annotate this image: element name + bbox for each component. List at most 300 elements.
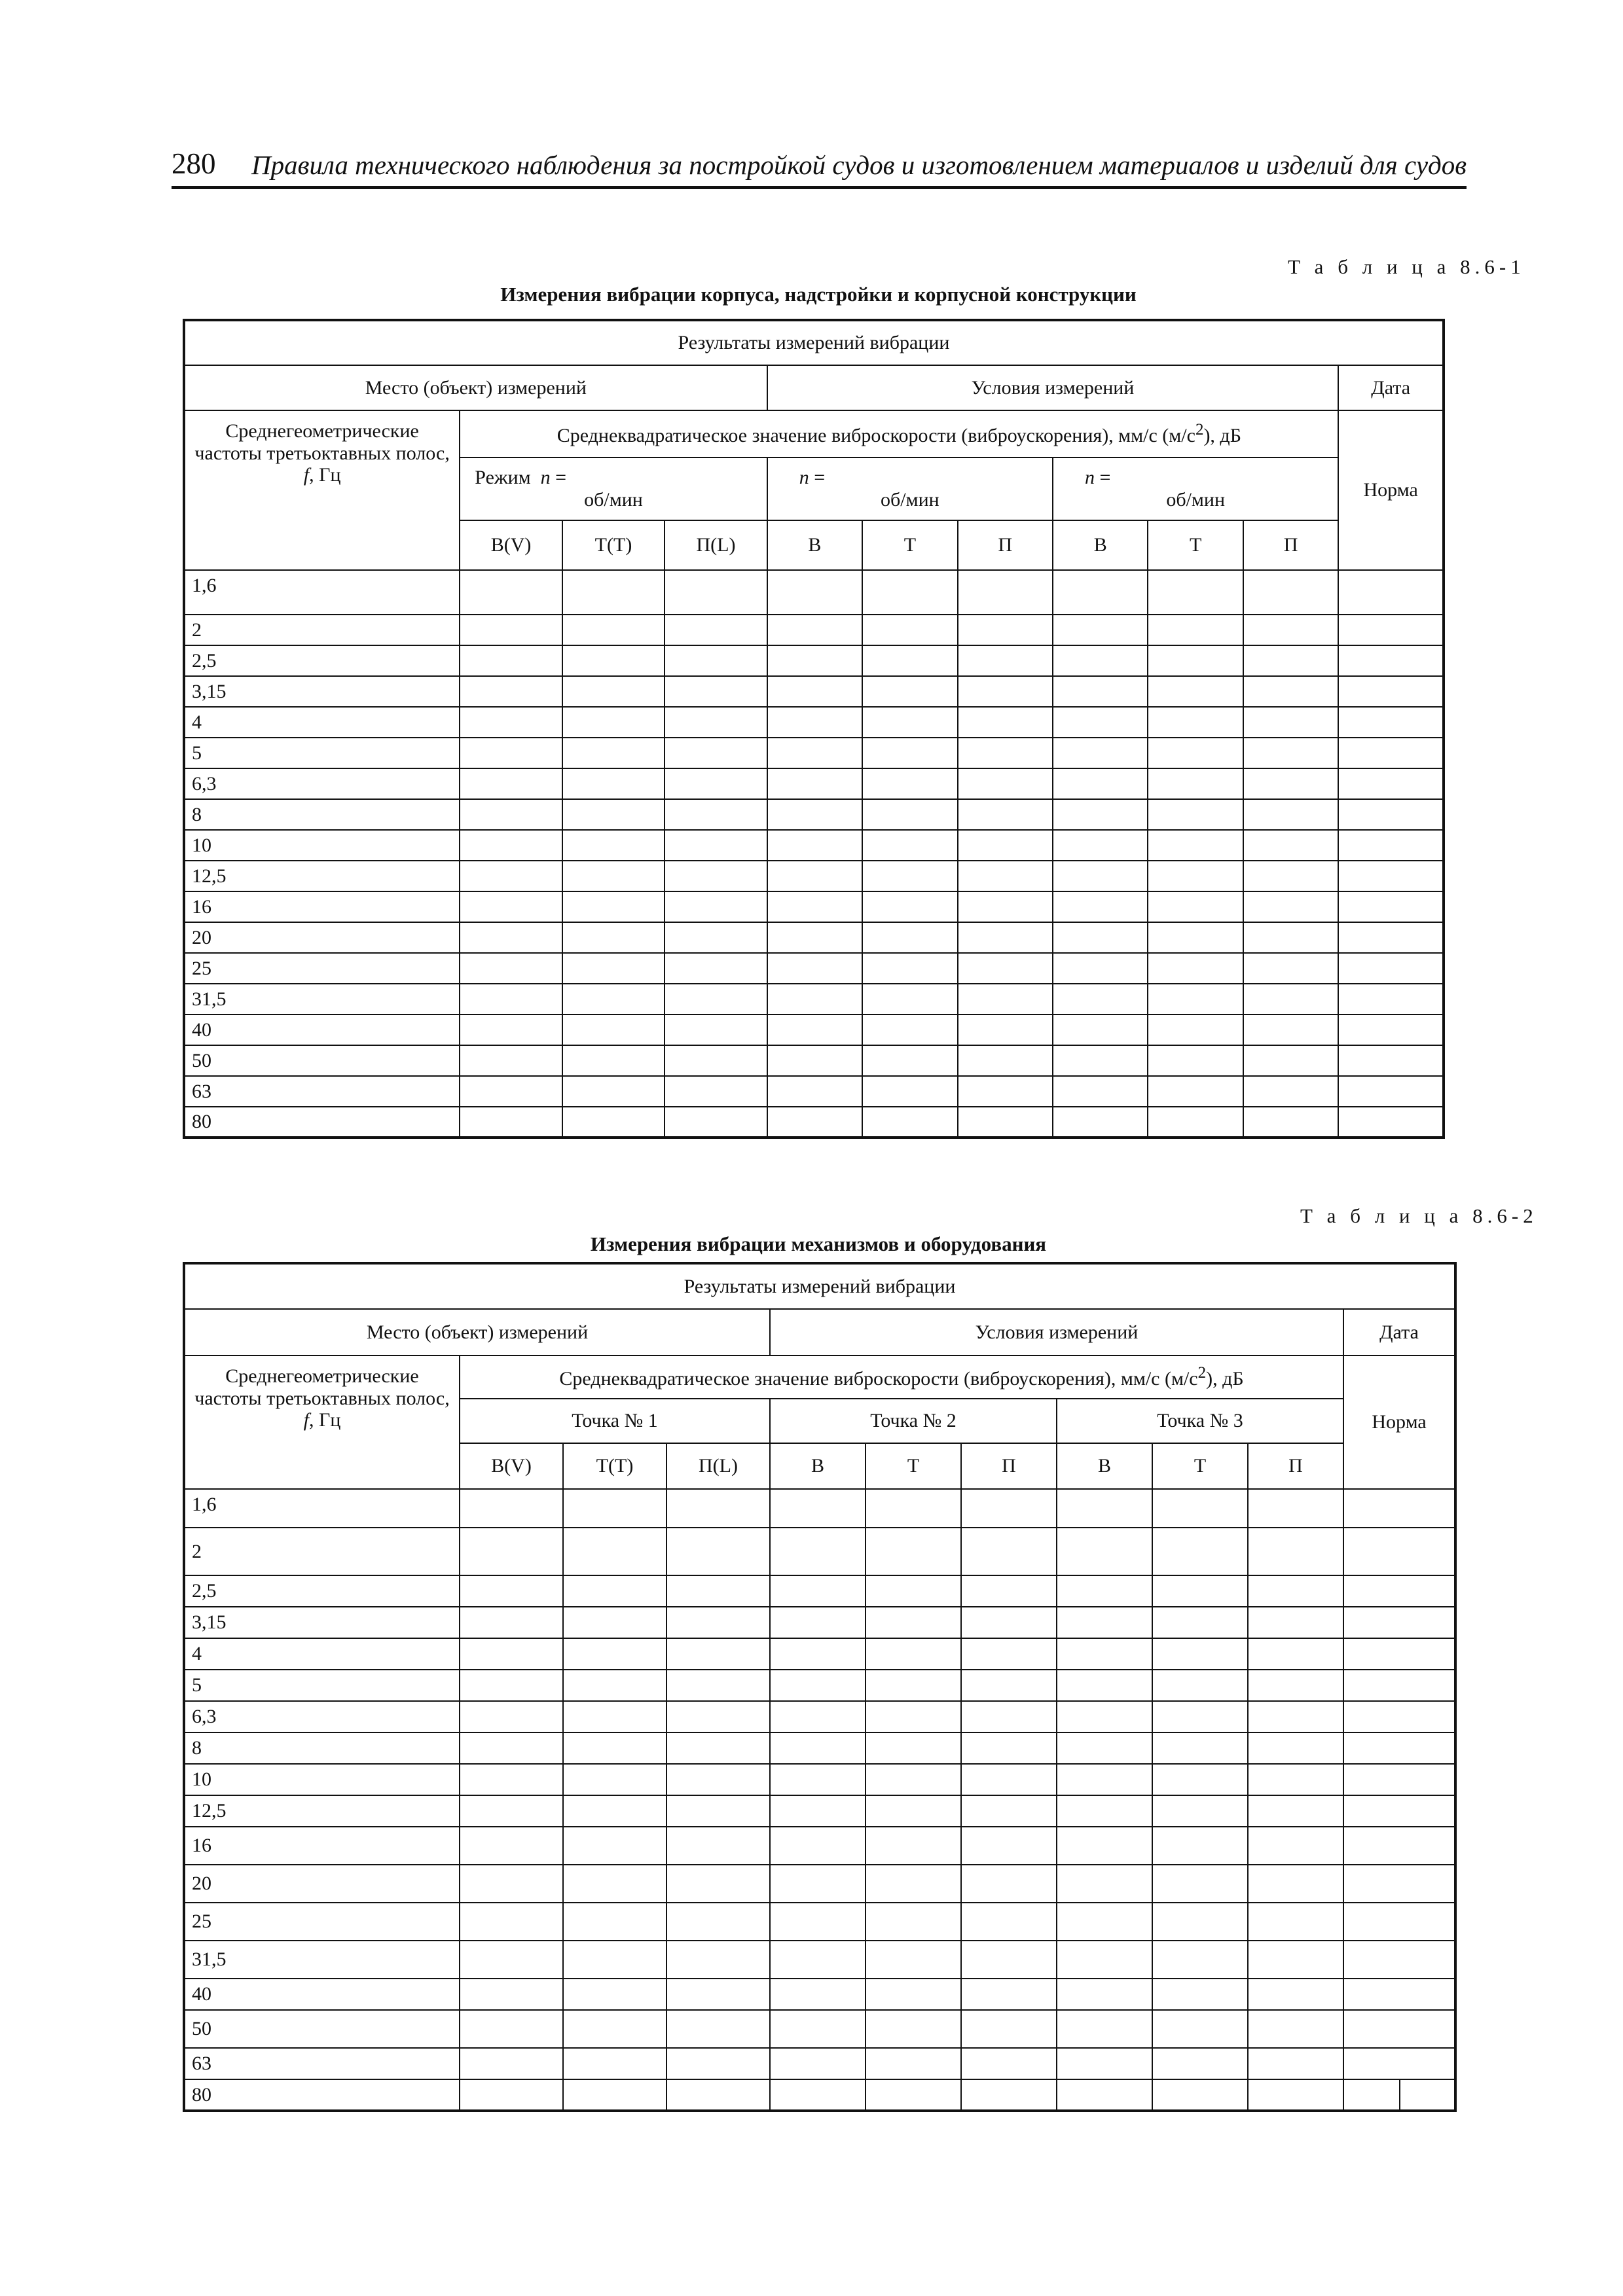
value-cell[interactable]	[866, 1528, 961, 1575]
value-cell[interactable]	[1243, 984, 1338, 1014]
value-cell[interactable]	[460, 1107, 562, 1138]
value-cell[interactable]	[1057, 2048, 1152, 2079]
value-cell[interactable]	[666, 2010, 770, 2048]
value-cell[interactable]	[1057, 1764, 1152, 1795]
value-cell[interactable]	[961, 1575, 1057, 1607]
value-cell[interactable]	[1057, 1941, 1152, 1979]
value-cell[interactable]	[1243, 830, 1338, 861]
value-cell[interactable]	[666, 1903, 770, 1941]
value-cell[interactable]	[770, 1979, 866, 2010]
value-cell[interactable]	[460, 891, 562, 922]
value-cell[interactable]	[460, 1670, 563, 1701]
value-cell[interactable]	[562, 861, 665, 891]
value-cell[interactable]	[666, 1701, 770, 1732]
value-cell[interactable]	[1248, 1528, 1343, 1575]
value-cell[interactable]	[665, 891, 767, 922]
value-cell[interactable]	[562, 1014, 665, 1045]
value-cell[interactable]	[1152, 1979, 1248, 2010]
value-cell[interactable]	[958, 1076, 1053, 1107]
value-cell[interactable]	[1248, 1764, 1343, 1795]
value-cell[interactable]	[666, 1732, 770, 1764]
value-cell[interactable]	[961, 2048, 1057, 2079]
value-cell[interactable]	[1057, 1701, 1152, 1732]
value-cell[interactable]	[1152, 1528, 1248, 1575]
value-cell[interactable]	[1243, 1107, 1338, 1138]
value-cell[interactable]	[563, 1865, 666, 1903]
value-cell[interactable]	[460, 707, 562, 738]
value-cell[interactable]	[1057, 1903, 1152, 1941]
value-cell[interactable]	[961, 1795, 1057, 1827]
value-cell[interactable]	[460, 861, 562, 891]
value-cell[interactable]	[666, 1638, 770, 1670]
value-cell[interactable]	[770, 2048, 866, 2079]
value-cell[interactable]	[562, 1107, 665, 1138]
value-cell[interactable]	[862, 953, 957, 984]
value-cell[interactable]	[862, 768, 957, 799]
value-cell[interactable]	[1243, 922, 1338, 953]
value-cell[interactable]	[1248, 1979, 1343, 2010]
value-cell[interactable]	[1053, 676, 1148, 707]
value-cell[interactable]	[1057, 1732, 1152, 1764]
value-cell[interactable]	[1053, 768, 1148, 799]
value-cell[interactable]	[1152, 1795, 1248, 1827]
value-cell[interactable]	[460, 738, 562, 768]
value-cell[interactable]	[1152, 1638, 1248, 1670]
value-cell[interactable]	[665, 1107, 767, 1138]
value-cell[interactable]	[562, 953, 665, 984]
value-cell[interactable]	[866, 1903, 961, 1941]
value-cell[interactable]	[1243, 676, 1338, 707]
value-cell[interactable]	[770, 1701, 866, 1732]
value-cell[interactable]	[666, 1979, 770, 2010]
value-cell[interactable]	[460, 1076, 562, 1107]
value-cell[interactable]	[866, 1764, 961, 1795]
norm-cell[interactable]	[1338, 1014, 1444, 1045]
value-cell[interactable]	[767, 707, 862, 738]
norm-cell[interactable]	[1338, 645, 1444, 676]
value-cell[interactable]	[866, 1575, 961, 1607]
value-cell[interactable]	[563, 1903, 666, 1941]
value-cell[interactable]	[563, 1528, 666, 1575]
value-cell[interactable]	[1243, 953, 1338, 984]
value-cell[interactable]	[1053, 1076, 1148, 1107]
value-cell[interactable]	[767, 861, 862, 891]
value-cell[interactable]	[562, 615, 665, 645]
value-cell[interactable]	[460, 1701, 563, 1732]
value-cell[interactable]	[666, 1865, 770, 1903]
value-cell[interactable]	[460, 984, 562, 1014]
value-cell[interactable]	[1057, 1865, 1152, 1903]
value-cell[interactable]	[1248, 1941, 1343, 1979]
value-cell[interactable]	[866, 1607, 961, 1638]
norm-cell[interactable]	[1343, 1732, 1455, 1764]
value-cell[interactable]	[958, 570, 1053, 615]
value-cell[interactable]	[665, 1076, 767, 1107]
value-cell[interactable]	[1248, 2010, 1343, 2048]
value-cell[interactable]	[961, 1528, 1057, 1575]
value-cell[interactable]	[1248, 2079, 1343, 2111]
value-cell[interactable]	[1148, 738, 1243, 768]
value-cell[interactable]	[862, 799, 957, 830]
value-cell[interactable]	[770, 1827, 866, 1865]
value-cell[interactable]	[460, 2048, 563, 2079]
value-cell[interactable]	[1053, 984, 1148, 1014]
value-cell[interactable]	[1053, 570, 1148, 615]
norm-cell[interactable]	[1343, 1670, 1455, 1701]
value-cell[interactable]	[1053, 830, 1148, 861]
value-cell[interactable]	[961, 1732, 1057, 1764]
value-cell[interactable]	[1148, 570, 1243, 615]
value-cell[interactable]	[460, 1979, 563, 2010]
value-cell[interactable]	[562, 830, 665, 861]
value-cell[interactable]	[961, 1670, 1057, 1701]
value-cell[interactable]	[1053, 1107, 1148, 1138]
value-cell[interactable]	[767, 1014, 862, 1045]
value-cell[interactable]	[1148, 922, 1243, 953]
value-cell[interactable]	[562, 1076, 665, 1107]
norm-cell[interactable]	[1338, 1076, 1444, 1107]
norm-cell[interactable]	[1338, 615, 1444, 645]
value-cell[interactable]	[666, 1489, 770, 1528]
value-cell[interactable]	[866, 1670, 961, 1701]
value-cell[interactable]	[1148, 984, 1243, 1014]
value-cell[interactable]	[460, 1764, 563, 1795]
value-cell[interactable]	[961, 1764, 1057, 1795]
value-cell[interactable]	[665, 768, 767, 799]
value-cell[interactable]	[958, 799, 1053, 830]
value-cell[interactable]	[1152, 1701, 1248, 1732]
value-cell[interactable]	[562, 922, 665, 953]
value-cell[interactable]	[958, 861, 1053, 891]
value-cell[interactable]	[1152, 1865, 1248, 1903]
value-cell[interactable]	[1057, 2010, 1152, 2048]
value-cell[interactable]	[1243, 707, 1338, 738]
value-cell[interactable]	[1148, 1076, 1243, 1107]
value-cell[interactable]	[563, 2079, 666, 2111]
value-cell[interactable]	[1148, 891, 1243, 922]
value-cell[interactable]	[961, 1489, 1057, 1528]
norm-cell[interactable]	[1343, 1575, 1455, 1607]
value-cell[interactable]	[770, 2010, 866, 2048]
value-cell[interactable]	[460, 1575, 563, 1607]
value-cell[interactable]	[562, 645, 665, 676]
value-cell[interactable]	[460, 830, 562, 861]
value-cell[interactable]	[666, 1607, 770, 1638]
norm-cell[interactable]	[1338, 676, 1444, 707]
value-cell[interactable]	[665, 922, 767, 953]
value-cell[interactable]	[1148, 615, 1243, 645]
value-cell[interactable]	[866, 1489, 961, 1528]
value-cell[interactable]	[1152, 1827, 1248, 1865]
value-cell[interactable]	[767, 1045, 862, 1076]
value-cell[interactable]	[1152, 2010, 1248, 2048]
value-cell[interactable]	[1057, 1979, 1152, 2010]
value-cell[interactable]	[767, 645, 862, 676]
value-cell[interactable]	[563, 1607, 666, 1638]
value-cell[interactable]	[460, 1638, 563, 1670]
value-cell[interactable]	[866, 1865, 961, 1903]
value-cell[interactable]	[958, 645, 1053, 676]
value-cell[interactable]	[866, 1941, 961, 1979]
value-cell[interactable]	[563, 1732, 666, 1764]
value-cell[interactable]	[862, 707, 957, 738]
norm-cell[interactable]	[1343, 1795, 1455, 1827]
value-cell[interactable]	[770, 1638, 866, 1670]
value-cell[interactable]	[563, 1795, 666, 1827]
value-cell[interactable]	[1148, 799, 1243, 830]
value-cell[interactable]	[1248, 1732, 1343, 1764]
norm-cell[interactable]	[1343, 1903, 1455, 1941]
value-cell[interactable]	[460, 2010, 563, 2048]
value-cell[interactable]	[1152, 2079, 1248, 2111]
value-cell[interactable]	[862, 1076, 957, 1107]
value-cell[interactable]	[1057, 1638, 1152, 1670]
value-cell[interactable]	[770, 1670, 866, 1701]
value-cell[interactable]	[770, 1732, 866, 1764]
value-cell[interactable]	[958, 984, 1053, 1014]
value-cell[interactable]	[767, 1076, 862, 1107]
value-cell[interactable]	[1248, 1575, 1343, 1607]
norm-cell[interactable]	[1343, 1638, 1455, 1670]
value-cell[interactable]	[1148, 1045, 1243, 1076]
value-cell[interactable]	[1057, 1827, 1152, 1865]
norm-cell[interactable]	[1338, 830, 1444, 861]
value-cell[interactable]	[563, 2048, 666, 2079]
value-cell[interactable]	[767, 615, 862, 645]
norm-cell[interactable]	[1343, 1865, 1455, 1903]
value-cell[interactable]	[1248, 1489, 1343, 1528]
value-cell[interactable]	[1243, 768, 1338, 799]
value-cell[interactable]	[665, 953, 767, 984]
value-cell[interactable]	[562, 738, 665, 768]
value-cell[interactable]	[665, 615, 767, 645]
value-cell[interactable]	[563, 2010, 666, 2048]
norm-cell[interactable]	[1343, 2010, 1455, 2048]
value-cell[interactable]	[862, 830, 957, 861]
value-cell[interactable]	[460, 1014, 562, 1045]
value-cell[interactable]	[866, 2010, 961, 2048]
value-cell[interactable]	[961, 1827, 1057, 1865]
value-cell[interactable]	[666, 1941, 770, 1979]
norm-cell[interactable]	[1338, 891, 1444, 922]
value-cell[interactable]	[958, 768, 1053, 799]
value-cell[interactable]	[767, 768, 862, 799]
value-cell[interactable]	[961, 1865, 1057, 1903]
value-cell[interactable]	[460, 799, 562, 830]
value-cell[interactable]	[770, 1528, 866, 1575]
value-cell[interactable]	[862, 570, 957, 615]
value-cell[interactable]	[862, 676, 957, 707]
value-cell[interactable]	[767, 830, 862, 861]
value-cell[interactable]	[767, 799, 862, 830]
value-cell[interactable]	[562, 768, 665, 799]
value-cell[interactable]	[563, 1670, 666, 1701]
value-cell[interactable]	[665, 676, 767, 707]
value-cell[interactable]	[1053, 1014, 1148, 1045]
value-cell[interactable]	[862, 1045, 957, 1076]
value-cell[interactable]	[958, 676, 1053, 707]
value-cell[interactable]	[666, 1575, 770, 1607]
value-cell[interactable]	[1148, 861, 1243, 891]
value-cell[interactable]	[1248, 1903, 1343, 1941]
value-cell[interactable]	[862, 738, 957, 768]
value-cell[interactable]	[1248, 1701, 1343, 1732]
value-cell[interactable]	[1152, 1903, 1248, 1941]
value-cell[interactable]	[1243, 891, 1338, 922]
value-cell[interactable]	[958, 615, 1053, 645]
value-cell[interactable]	[958, 738, 1053, 768]
value-cell[interactable]	[770, 1903, 866, 1941]
norm-cell[interactable]	[1343, 1979, 1455, 2010]
value-cell[interactable]	[1248, 2048, 1343, 2079]
value-cell[interactable]	[562, 676, 665, 707]
value-cell[interactable]	[1148, 768, 1243, 799]
value-cell[interactable]	[1053, 799, 1148, 830]
norm-cell[interactable]	[1338, 768, 1444, 799]
value-cell[interactable]	[563, 1701, 666, 1732]
value-cell[interactable]	[1057, 2079, 1152, 2111]
value-cell[interactable]	[1248, 1638, 1343, 1670]
norm-cell[interactable]	[1338, 953, 1444, 984]
value-cell[interactable]	[1053, 922, 1148, 953]
value-cell[interactable]	[460, 1607, 563, 1638]
value-cell[interactable]	[1053, 615, 1148, 645]
value-cell[interactable]	[958, 707, 1053, 738]
value-cell[interactable]	[460, 953, 562, 984]
value-cell[interactable]	[665, 1045, 767, 1076]
value-cell[interactable]	[460, 1795, 563, 1827]
value-cell[interactable]	[958, 1107, 1053, 1138]
value-cell[interactable]	[460, 1732, 563, 1764]
value-cell[interactable]	[770, 1575, 866, 1607]
value-cell[interactable]	[562, 570, 665, 615]
value-cell[interactable]	[961, 1941, 1057, 1979]
value-cell[interactable]	[862, 615, 957, 645]
norm-cell[interactable]	[1343, 1528, 1455, 1575]
value-cell[interactable]	[767, 1107, 862, 1138]
value-cell[interactable]	[767, 922, 862, 953]
value-cell[interactable]	[961, 1638, 1057, 1670]
value-cell[interactable]	[665, 984, 767, 1014]
value-cell[interactable]	[767, 984, 862, 1014]
norm-cell[interactable]	[1338, 707, 1444, 738]
value-cell[interactable]	[460, 1827, 563, 1865]
value-cell[interactable]	[866, 2048, 961, 2079]
norm-cell[interactable]	[1338, 984, 1444, 1014]
value-cell[interactable]	[563, 1638, 666, 1670]
value-cell[interactable]	[1243, 861, 1338, 891]
value-cell[interactable]	[866, 1701, 961, 1732]
value-cell[interactable]	[1152, 1764, 1248, 1795]
value-cell[interactable]	[1148, 1107, 1243, 1138]
value-cell[interactable]	[460, 645, 562, 676]
value-cell[interactable]	[866, 1795, 961, 1827]
value-cell[interactable]	[1248, 1670, 1343, 1701]
value-cell[interactable]	[770, 2079, 866, 2111]
value-cell[interactable]	[866, 1979, 961, 2010]
value-cell[interactable]	[862, 1107, 957, 1138]
value-cell[interactable]	[1243, 615, 1338, 645]
value-cell[interactable]	[1053, 953, 1148, 984]
value-cell[interactable]	[958, 922, 1053, 953]
norm-cell[interactable]	[1343, 1941, 1455, 1979]
value-cell[interactable]	[770, 1795, 866, 1827]
value-cell[interactable]	[958, 953, 1053, 984]
value-cell[interactable]	[866, 1732, 961, 1764]
value-cell[interactable]	[1148, 1014, 1243, 1045]
value-cell[interactable]	[562, 891, 665, 922]
value-cell[interactable]	[666, 1827, 770, 1865]
value-cell[interactable]	[862, 984, 957, 1014]
value-cell[interactable]	[460, 922, 562, 953]
value-cell[interactable]	[460, 676, 562, 707]
value-cell[interactable]	[1152, 1575, 1248, 1607]
value-cell[interactable]	[1148, 707, 1243, 738]
value-cell[interactable]	[666, 2079, 770, 2111]
value-cell[interactable]	[562, 984, 665, 1014]
value-cell[interactable]	[770, 1764, 866, 1795]
value-cell[interactable]	[1053, 861, 1148, 891]
value-cell[interactable]	[665, 707, 767, 738]
value-cell[interactable]	[562, 707, 665, 738]
value-cell[interactable]	[460, 768, 562, 799]
value-cell[interactable]	[866, 2079, 961, 2111]
norm-cell[interactable]	[1338, 570, 1444, 615]
value-cell[interactable]	[1148, 953, 1243, 984]
value-cell[interactable]	[1057, 1795, 1152, 1827]
value-cell[interactable]	[958, 1045, 1053, 1076]
value-cell[interactable]	[961, 1607, 1057, 1638]
norm-cell[interactable]	[1343, 1489, 1455, 1528]
value-cell[interactable]	[1053, 645, 1148, 676]
norm-cell[interactable]	[1343, 1607, 1455, 1638]
value-cell[interactable]	[665, 830, 767, 861]
value-cell[interactable]	[562, 1045, 665, 1076]
value-cell[interactable]	[1243, 738, 1338, 768]
value-cell[interactable]	[666, 1670, 770, 1701]
value-cell[interactable]	[1053, 738, 1148, 768]
value-cell[interactable]	[1248, 1827, 1343, 1865]
norm-cell[interactable]	[1338, 922, 1444, 953]
value-cell[interactable]	[1243, 1076, 1338, 1107]
norm-cell[interactable]	[1338, 738, 1444, 768]
norm-cell[interactable]	[1338, 1045, 1444, 1076]
value-cell[interactable]	[1243, 570, 1338, 615]
norm-cell[interactable]	[1343, 1764, 1455, 1795]
value-cell[interactable]	[767, 676, 862, 707]
value-cell[interactable]	[1152, 2048, 1248, 2079]
value-cell[interactable]	[665, 738, 767, 768]
value-cell[interactable]	[665, 1014, 767, 1045]
value-cell[interactable]	[563, 1764, 666, 1795]
value-cell[interactable]	[460, 1941, 563, 1979]
value-cell[interactable]	[961, 1903, 1057, 1941]
value-cell[interactable]	[665, 645, 767, 676]
value-cell[interactable]	[563, 1489, 666, 1528]
value-cell[interactable]	[961, 1701, 1057, 1732]
norm-cell[interactable]	[1343, 2048, 1455, 2079]
value-cell[interactable]	[767, 891, 862, 922]
value-cell[interactable]	[1248, 1795, 1343, 1827]
value-cell[interactable]	[1243, 799, 1338, 830]
value-cell[interactable]	[862, 1014, 957, 1045]
value-cell[interactable]	[665, 799, 767, 830]
value-cell[interactable]	[562, 799, 665, 830]
value-cell[interactable]	[866, 1827, 961, 1865]
value-cell[interactable]	[1053, 707, 1148, 738]
value-cell[interactable]	[666, 1764, 770, 1795]
value-cell[interactable]	[1057, 1528, 1152, 1575]
